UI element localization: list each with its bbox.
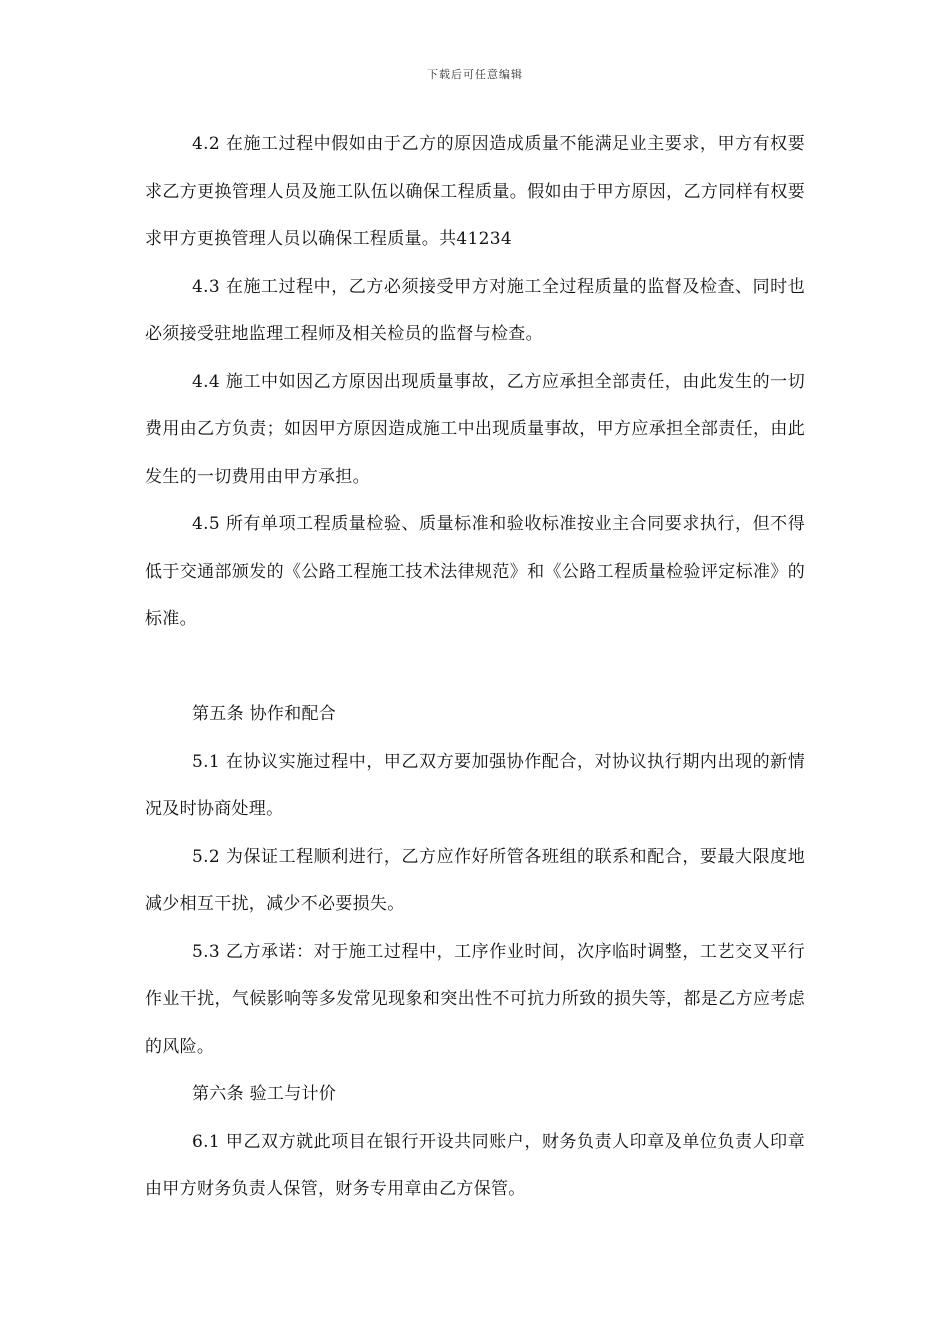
clause-4-5: 4.5 所有单项工程质量检验、质量标准和验收标准按业主合同要求执行，但不得低于交通部颁发的《公路工程施工技术法律规范》和《公路工程质量检验评定标准》的标准。 [145, 514, 805, 629]
article-5-heading: 第五条 协作和配合 [192, 704, 337, 724]
clause-6-1: 6.1 甲乙双方就此项目在银行开设共同账户，财务负责人印章及单位负责人印章由甲方财务负责人保管，财务专用章由乙方保管。 [145, 1131, 805, 1199]
page-header: 下载后可任意编辑 [427, 68, 523, 81]
clause-5-3: 5.3 乙方承诺：对于施工过程中，工序作业时间，次序临时调整，工艺交叉平行作业干扰，气候影响等多发常见现象和突出性不可抗力所致的损失等，都是乙方应考虑的风险。 [145, 941, 805, 1057]
clause-4-2: 4.2 在施工过程中假如由于乙方的原因造成质量不能满足业主要求，甲方有权要求乙方更换管理人员及施工队伍以确保工程质量。假如由于甲方原因，乙方同样有权要求甲方更换管理人员以确保工程质量。共41234 [145, 134, 805, 249]
clause-4-3: 4.3 在施工过程中，乙方必须接受甲方对施工全过程质量的监督及检查、同时也必须接受驻地监理工程师及相关检员的监督与检查。 [145, 276, 805, 344]
document-body [145, 121, 805, 1214]
section-gap [145, 644, 805, 692]
article-6-heading: 第六条 验工与计价 [192, 1084, 337, 1104]
clause-5-2: 5.2 为保证工程顺利进行，乙方应作好所管各班组的联系和配合，要最大限度地减少相互干扰，减少不必要损失。 [145, 846, 805, 914]
clause-5-1: 5.1 在协议实施过程中，甲乙双方要加强协作配合，对协议执行期内出现的新情况及时协商处理。 [145, 751, 805, 819]
clause-4-4: 4.4 施工中如因乙方原因出现质量事故，乙方应承担全部责任，由此发生的一切费用由乙方负责；如因甲方原因造成施工中出现质量事故，甲方应承担全部责任，由此发生的一切费用由甲方承担。 [145, 371, 805, 487]
